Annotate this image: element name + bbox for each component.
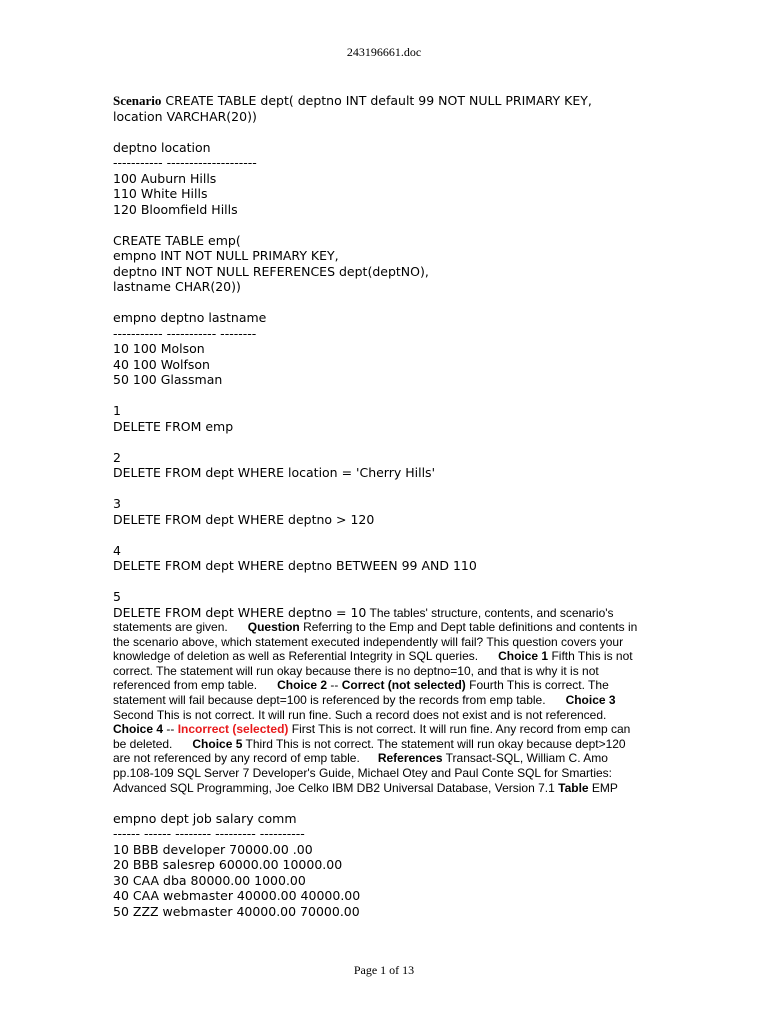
choice-2-status: Correct (not selected)	[341, 678, 466, 693]
choice-4-status: Incorrect (selected)	[177, 722, 289, 737]
statement-number: 5	[113, 589, 121, 604]
emp-salary-table-row: 20 BBB salesrep 60000.00 10000.00	[113, 857, 343, 873]
references-text: Transact-SQL, William C. Amo pp.108-109 SQL Server 7 Developer's Guide, Michael Otey and Paul Conte SQL for Smarties: Advanced SQL Programming, Joe Celko IBM DB2 Universal Database, Version 7.1	[113, 751, 612, 795]
choice-2-separator: --	[327, 678, 342, 693]
statement-sql: DELETE FROM dept WHERE deptno = 10	[113, 604, 367, 620]
create-emp-line: empno INT NOT NULL PRIMARY KEY,	[113, 248, 339, 263]
question-label: Question	[247, 620, 300, 635]
statement-sql: DELETE FROM dept WHERE location = 'Cherry Hills'	[113, 465, 436, 480]
emp-salary-table-row: 10 BBB developer 70000.00 .00	[113, 841, 313, 857]
choice-1-label: Choice 1	[498, 649, 549, 664]
choice-5-text: Third This is not correct. The statement will run okay because dept>120 are not referenced by any record of emp table.	[113, 736, 626, 766]
scenario-label: Scenario	[113, 93, 162, 108]
emp-table-header: empno deptno lastname	[113, 310, 267, 325]
create-emp-line: deptno INT NOT NULL REFERENCES dept(deptNO),	[113, 263, 429, 279]
statement-sql: DELETE FROM dept WHERE deptno BETWEEN 99 AND 110	[113, 558, 477, 573]
statement-number: 1	[113, 403, 121, 418]
choice-4-text: First This is not correct. It will run fine. Any record from emp can be deleted.	[113, 722, 631, 751]
statement-sql: DELETE FROM emp	[113, 418, 234, 434]
emp-salary-table-row: 30 CAA dba 80000.00 1000.00	[113, 872, 306, 888]
choice-3-label: Choice 3	[565, 693, 616, 708]
statement-number: 3	[113, 496, 121, 511]
dept-table-rule: ----------- --------------------	[113, 155, 257, 170]
dept-table-row: 100 Auburn Hills	[113, 170, 217, 186]
choice-1-text: Fifth This is not correct. The statement will run okay because there is no deptno=10, and that is why it is not referenced from emp table.	[113, 649, 633, 693]
scenario-line-2: location VARCHAR(20))	[113, 108, 257, 124]
question-intro-2: statements are given.	[113, 620, 228, 635]
create-emp-line: CREATE TABLE emp(	[113, 232, 241, 248]
emp-table-row: 10 100 Molson	[113, 341, 205, 356]
statement-sql: DELETE FROM dept WHERE deptno > 120	[113, 511, 375, 527]
emp-salary-table-header: empno dept job salary comm	[113, 810, 297, 826]
dept-table-row: 120 Bloomfield Hills	[113, 201, 238, 217]
choice-5-label: Choice 5	[192, 736, 243, 751]
emp-salary-table-row: 50 ZZZ webmaster 40000.00 70000.00	[113, 903, 360, 919]
emp-table-row: 40 100 Wolfson	[113, 356, 210, 372]
emp-table-rule: ----------- ----------- --------	[113, 325, 257, 341]
question-text: Referring to the Emp and Dept table definitions and contents in the scenario above, which statement executed independently will fail? This question covers your knowledge of deletion as well as Referential Integrity in SQL queries.	[113, 620, 638, 664]
emp-salary-table-row: 40 CAA webmaster 40000.00 40000.00	[113, 888, 361, 904]
emp-table-row: 50 100 Glassman	[113, 372, 223, 387]
choice-2-label: Choice 2	[277, 678, 328, 693]
statement-sql-with-intro	[113, 605, 643, 621]
statement-number: 2	[113, 449, 121, 465]
dept-table-header: deptno location	[113, 139, 211, 155]
dept-table-row: 110 White Hills	[113, 186, 208, 201]
choice-3-text: Second This is not correct. It will run fine. Such a record does not exist and is not referenced.	[113, 707, 607, 722]
table-label: Table	[558, 780, 589, 795]
choice-2-text: Fourth This is correct. The statement will fail because dept=100 is referenced by the records from emp table.	[113, 678, 609, 708]
question-intro: The tables' structure, contents, and scenario's	[366, 605, 614, 620]
table-text: EMP	[588, 780, 618, 795]
question-block	[113, 620, 643, 795]
scenario-line-1	[113, 93, 643, 109]
page-header: 243196661.doc	[346, 45, 422, 59]
emp-salary-table-rule: ------ ------ -------- --------- ----------	[113, 826, 305, 842]
scenario-sql-1: CREATE TABLE dept( deptno INT default 99 NOT NULL PRIMARY KEY,	[161, 93, 592, 108]
page-footer: Page 1 of 13	[353, 963, 415, 977]
references-label: References	[377, 751, 443, 766]
statement-number: 4	[113, 542, 121, 558]
choice-4-label: Choice 4	[113, 722, 164, 737]
create-emp-line: lastname CHAR(20))	[113, 279, 241, 294]
choice-4-separator: --	[163, 722, 178, 737]
document-body	[113, 93, 643, 919]
